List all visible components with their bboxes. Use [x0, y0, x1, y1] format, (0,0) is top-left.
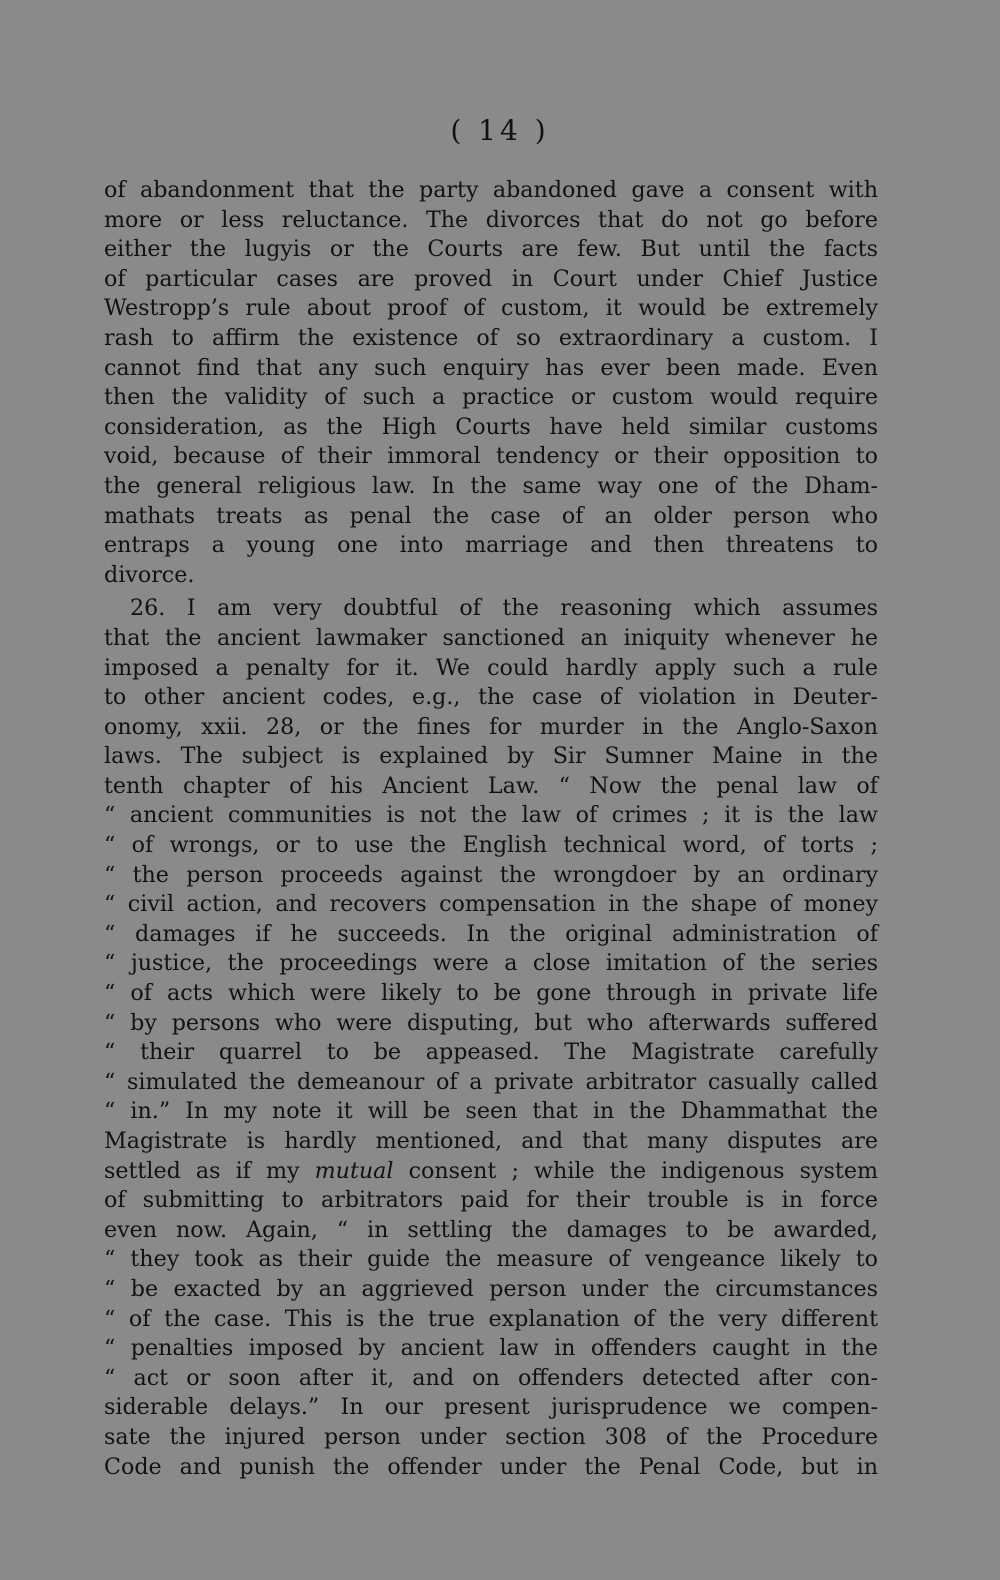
text-line: of abandonment that the party abandoned gave a consent with: [104, 177, 878, 203]
text-line: that the ancient lawmaker sanctioned an iniquity whenever he: [104, 624, 878, 651]
text-line: sate the injured person under section 308 of the Procedure: [104, 1423, 878, 1450]
text-line: “ of acts which were likely to be gone through in private life: [104, 980, 878, 1007]
text-line: “ act or soon after it, and on offenders detected after con-: [104, 1364, 878, 1391]
text-line: mathats treats as penal the case of an older person who: [104, 502, 878, 529]
text-line: entraps a young one into marriage and then threatens to: [104, 532, 878, 559]
text-line: “ the person proceeds against the wrongdoer by an ordinary: [104, 861, 878, 888]
text-line: more or less reluctance. The divorces that do not go before: [104, 206, 878, 233]
text-line: siderable delays.” In our present jurisprudence we compen-: [104, 1394, 878, 1421]
paragraph-2: [104, 594, 878, 1482]
text-line: to other ancient codes, e.g., the case of violation in Deuter-: [104, 684, 878, 711]
text-line: Magistrate is hardly mentioned, and that many disputes are: [104, 1128, 878, 1154]
text-line: of particular cases are proved in Court under Chief Justice: [104, 265, 878, 292]
paragraph-1: [104, 176, 878, 590]
text-line: “ simulated the demeanour of a private arbitrator casually called: [104, 1068, 878, 1095]
text-line: “ they took as their guide the measure of vengeance likely to: [104, 1246, 878, 1273]
text-line: “ penalties imposed by ancient law in offenders caught in the: [104, 1335, 878, 1362]
text-line: 26. I am very doubtful of the reasoning which assumes: [130, 595, 878, 622]
text-line: consideration, as the High Courts have held similar customs: [104, 413, 878, 440]
text-line: “ be exacted by an aggrieved person under the circumstances: [104, 1275, 878, 1302]
page-number: ( 14 ): [450, 114, 550, 147]
text-line: of submitting to arbitrators paid for their trouble is in force: [104, 1187, 878, 1214]
text-line: rash to affirm the existence of so extraordinary a custom. I: [104, 324, 878, 351]
text-line: imposed a penalty for it. We could hardly apply such a rule: [104, 654, 878, 681]
text-line: “ by persons who were disputing, but who afterwards suffered: [104, 1009, 878, 1036]
text-line: “ damages if he succeeds. In the original administration of: [104, 920, 878, 947]
text-line: even now. Again, “ in settling the damages to be awarded,: [104, 1216, 878, 1243]
text-line: “ of the case. This is the true explanation of the very different: [104, 1305, 878, 1332]
text-line: “ in.” In my note it will be seen that in the Dhammathat the: [104, 1098, 878, 1125]
text-line: “ ancient communities is not the law of crimes ; it is the law: [104, 802, 878, 829]
text-line: either the lugyis or the Courts are few. But until the facts: [104, 236, 878, 263]
text-line: onomy, xxii. 28, or the fines for murder in the Anglo-Saxon: [104, 713, 878, 740]
text-line: “ their quarrel to be appeased. The Magistrate carefully: [104, 1039, 878, 1066]
italic-word: mutual: [314, 1157, 394, 1184]
text-line: laws. The subject is explained by Sir Sumner Maine in the: [104, 743, 878, 770]
text-line: divorce.: [104, 561, 195, 588]
text-line: Code and punish the offender under the Penal Code, but in: [104, 1453, 878, 1480]
text-line: “ civil action, and recovers compensation in the shape of money: [104, 891, 878, 918]
text-line: Westropp’s rule about proof of custom, it would be extremely: [104, 295, 878, 322]
body-text: [104, 176, 878, 1482]
text-line: cannot find that any such enquiry has ever been made. Even: [104, 354, 878, 381]
text-line: tenth chapter of his Ancient Law. “ Now the penal law of: [104, 772, 878, 799]
text-line: “ of wrongs, or to use the English technical word, of torts ;: [104, 832, 878, 859]
text-line: then the validity of such a practice or custom would require: [104, 384, 878, 411]
text-line: the general religious law. In the same way one of the Dham-: [104, 472, 878, 499]
text-line: “ justice, the proceedings were a close imitation of the series: [104, 950, 878, 977]
text-line: settled as if my mutual consent ; while the indigenous system: [104, 1157, 878, 1184]
text-line: void, because of their immoral tendency or their opposition to: [104, 443, 878, 470]
